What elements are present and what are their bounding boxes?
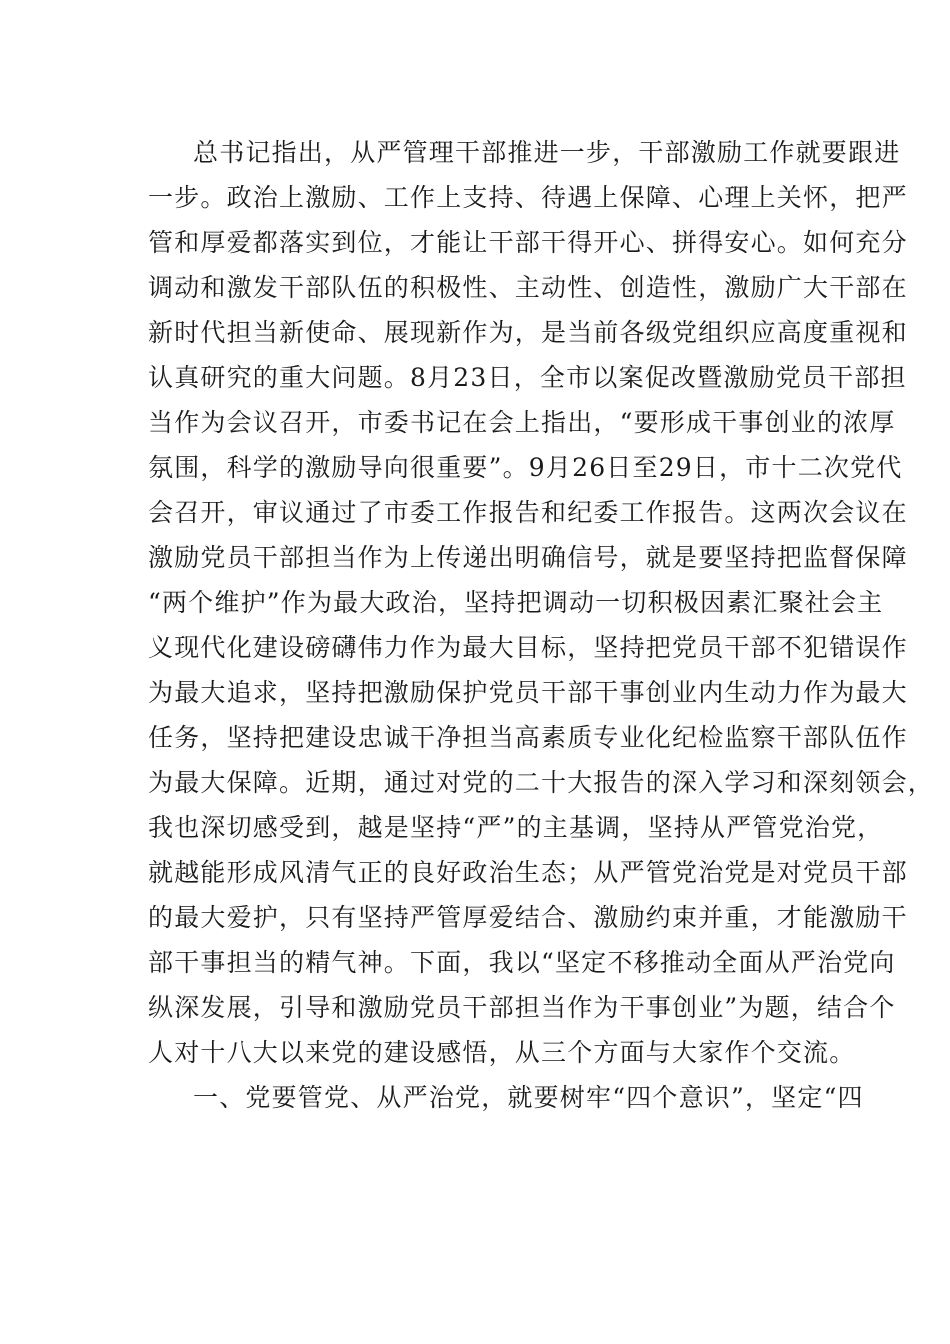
paragraph-1-line-12: 义现代化建设磅礴伟力作为最大目标，坚持把党员干部不犯错误作 bbox=[148, 633, 908, 662]
paragraph-1-line-15: 为最大保障。近期，通过对党的二十大报告的深入学习和深刻领会， bbox=[148, 768, 935, 797]
paragraph-1-line-7: 当作为会议召开，市委书记在会上指出，“要形成干事创业的浓厚 bbox=[148, 408, 896, 437]
paragraph-1-line-18: 的最大爱护，只有坚持严管厚爱结合、激励约束并重，才能激励干 bbox=[148, 903, 908, 932]
paragraph-1-line-16: 我也深切感受到，越是坚持“严”的主基调，坚持从严管党治党， bbox=[148, 813, 884, 842]
paragraph-1-line-8: 氛围，科学的激励导向很重要”。9月26日至29日，市十二次党代 bbox=[148, 453, 903, 482]
section-heading-1: 一、党要管党、从严治党，就要树牢“四个意识”，坚定“四 bbox=[193, 1083, 864, 1112]
paragraph-1-line-9: 会召开，审议通过了市委工作报告和纪委工作报告。这两次会议在 bbox=[148, 498, 908, 527]
paragraph-1-line-1: 总书记指出，从严管理干部推进一步，干部激励工作就要跟进 bbox=[193, 138, 901, 167]
paragraph-1-line-19: 部干事担当的精气神。下面，我以“坚定不移推动全面从严治党向 bbox=[148, 948, 896, 977]
paragraph-1-line-6: 认真研究的重大问题。8月23日，全市以案促改暨激励党员干部担 bbox=[148, 363, 907, 392]
paragraph-1-line-10: 激励党员干部担当作为上传递出明确信号，就是要坚持把监督保障 bbox=[148, 543, 908, 572]
paragraph-1-line-20: 纵深发展，引导和激励党员干部担当作为干事创业”为题，结合个 bbox=[148, 993, 896, 1022]
paragraph-1-line-13: 为最大追求，坚持把激励保护党员干部干事创业内生动力作为最大 bbox=[148, 678, 908, 707]
paragraph-1-line-17: 就越能形成风清气正的良好政治生态；从严管党治党是对党员干部 bbox=[148, 858, 908, 887]
paragraph-1-line-14: 任务，坚持把建设忠诚干净担当高素质专业化纪检监察干部队伍作 bbox=[148, 723, 908, 752]
paragraph-1-line-3: 管和厚爱都落实到位，才能让干部干得开心、拼得安心。如何充分 bbox=[148, 228, 908, 257]
paragraph-1-line-4: 调动和激发干部队伍的积极性、主动性、创造性，激励广大干部在 bbox=[148, 273, 908, 302]
paragraph-1-line-2: 一步。政治上激励、工作上支持、待遇上保障、心理上关怀，把严 bbox=[148, 183, 908, 212]
paragraph-1-line-21: 人对十八大以来党的建设感悟，从三个方面与大家作个交流。 bbox=[148, 1038, 856, 1067]
paragraph-1-line-5: 新时代担当新使命、展现新作为，是当前各级党组织应高度重视和 bbox=[148, 318, 908, 347]
paragraph-1-line-11: “两个维护”作为最大政治，坚持把调动一切积极因素汇聚社会主 bbox=[148, 588, 884, 617]
